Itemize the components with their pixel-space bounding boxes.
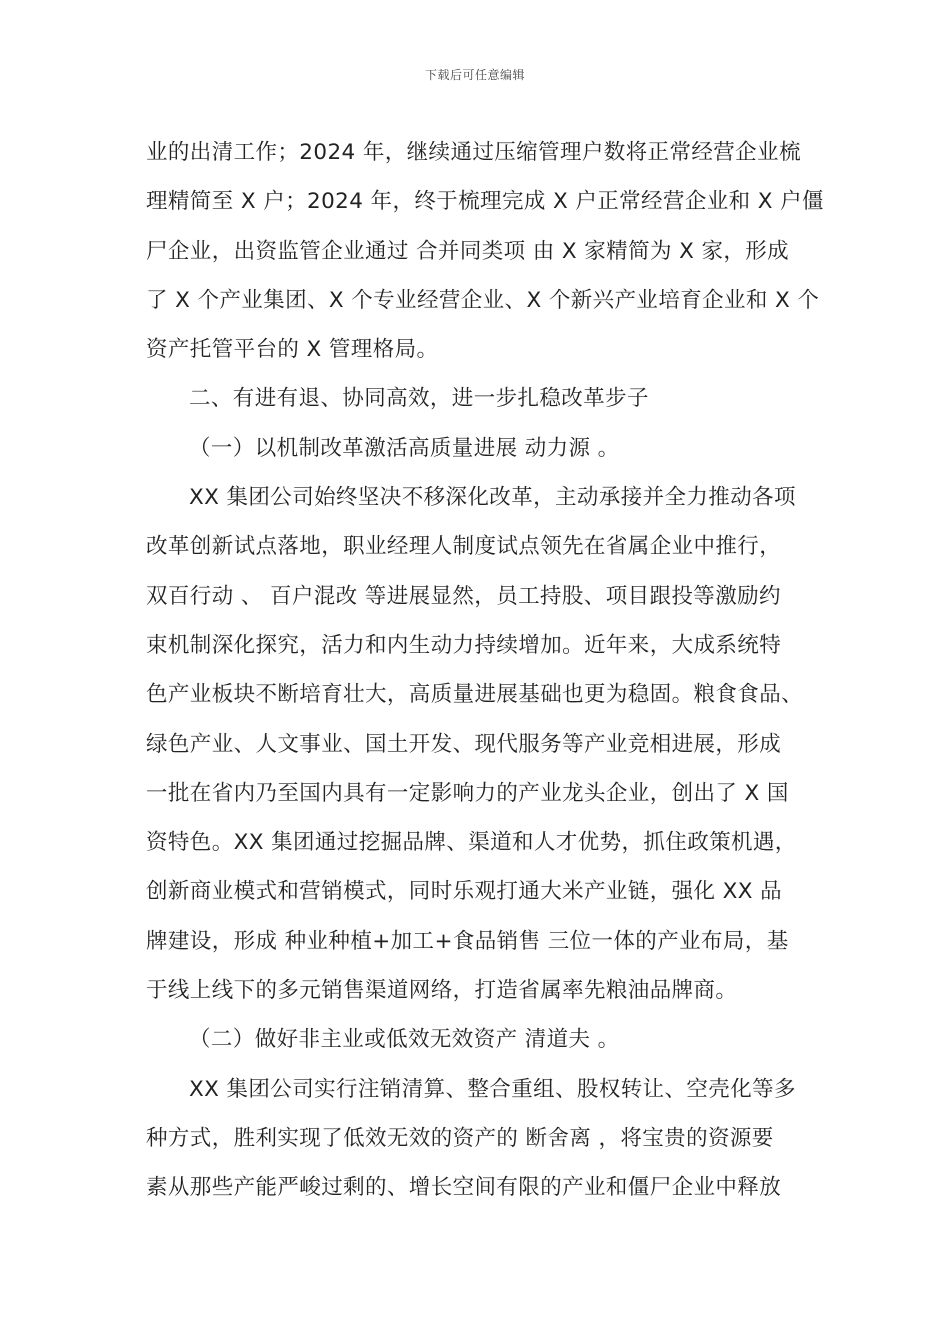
text-line: 尸企业，出资监管企业通过 合并同类项 由 X 家精简为 X 家，形成 xyxy=(146,238,790,264)
text-line: 二、有进有退、协同高效，进一步扎稳改革步子 xyxy=(189,386,649,412)
text-line: 资特色。XX 集团通过挖掘品牌、渠道和人才优势，抓住政策机遇， xyxy=(146,830,797,856)
text-line: 牌建设，形成 种业种植+加工+食品销售 三位一体的产业布局，基 xyxy=(146,928,789,954)
text-line: 色产业板块不断培育壮大，高质量进展基础也更为稳固。粮食食品、 xyxy=(146,682,804,708)
text-line: 双百行动 、 百户混改 等进展显然，员工持股、项目跟投等激励约 xyxy=(146,583,781,609)
text-line: 资产托管平台的 X 管理格局。 xyxy=(146,337,439,363)
text-line: （一）以机制改革激活高质量进展 动力源 。 xyxy=(189,435,620,461)
text-line: 于线上线下的多元销售渠道网络，打造省属率先粮油品牌商。 xyxy=(146,978,738,1004)
text-line: 改革创新试点落地，职业经理人制度试点领先在省属企业中推行， xyxy=(146,534,782,560)
text-line: XX 集团公司始终坚决不移深化改革，主动承接并全力推动各项 xyxy=(189,485,796,511)
text-line: 了 X 个产业集团、X 个专业经营企业、X 个新兴产业培育企业和 X 个 xyxy=(146,287,820,313)
text-line: 束机制深化探究，活力和内生动力持续增加。近年来，大成系统特 xyxy=(146,632,782,658)
text-line: XX 集团公司实行注销清算、整合重组、股权转让、空壳化等多 xyxy=(189,1076,796,1102)
text-line: 业的出清工作；2024 年，继续通过压缩管理户数将正常经营企业梳 xyxy=(146,140,801,165)
text-line: （二）做好非主业或低效无效资产 清道夫 。 xyxy=(189,1027,620,1053)
text-line: 创新商业模式和营销模式，同时乐观打通大米产业链，强化 XX 品 xyxy=(146,879,783,905)
page-header-note: 下载后可任意编辑 xyxy=(424,68,525,82)
text-line: 一批在省内乃至国内具有一定影响力的产业龙头企业，创出了 X 国 xyxy=(146,780,789,806)
text-line: 种方式，胜利实现了低效无效的资产的 断舍离 ，将宝贵的资源要 xyxy=(146,1125,774,1151)
text-line: 素从那些产能严峻过剩的、增长空间有限的产业和僵尸企业中释放 xyxy=(146,1175,782,1201)
text-line: 绿色产业、人文事业、国土开发、现代服务等产业竞相进展，形成 xyxy=(146,731,782,757)
text-line: 理精简至 X 户；2024 年，终于梳理完成 X 户正常经营企业和 X 户僵 xyxy=(146,189,824,215)
document-body xyxy=(146,128,826,1213)
